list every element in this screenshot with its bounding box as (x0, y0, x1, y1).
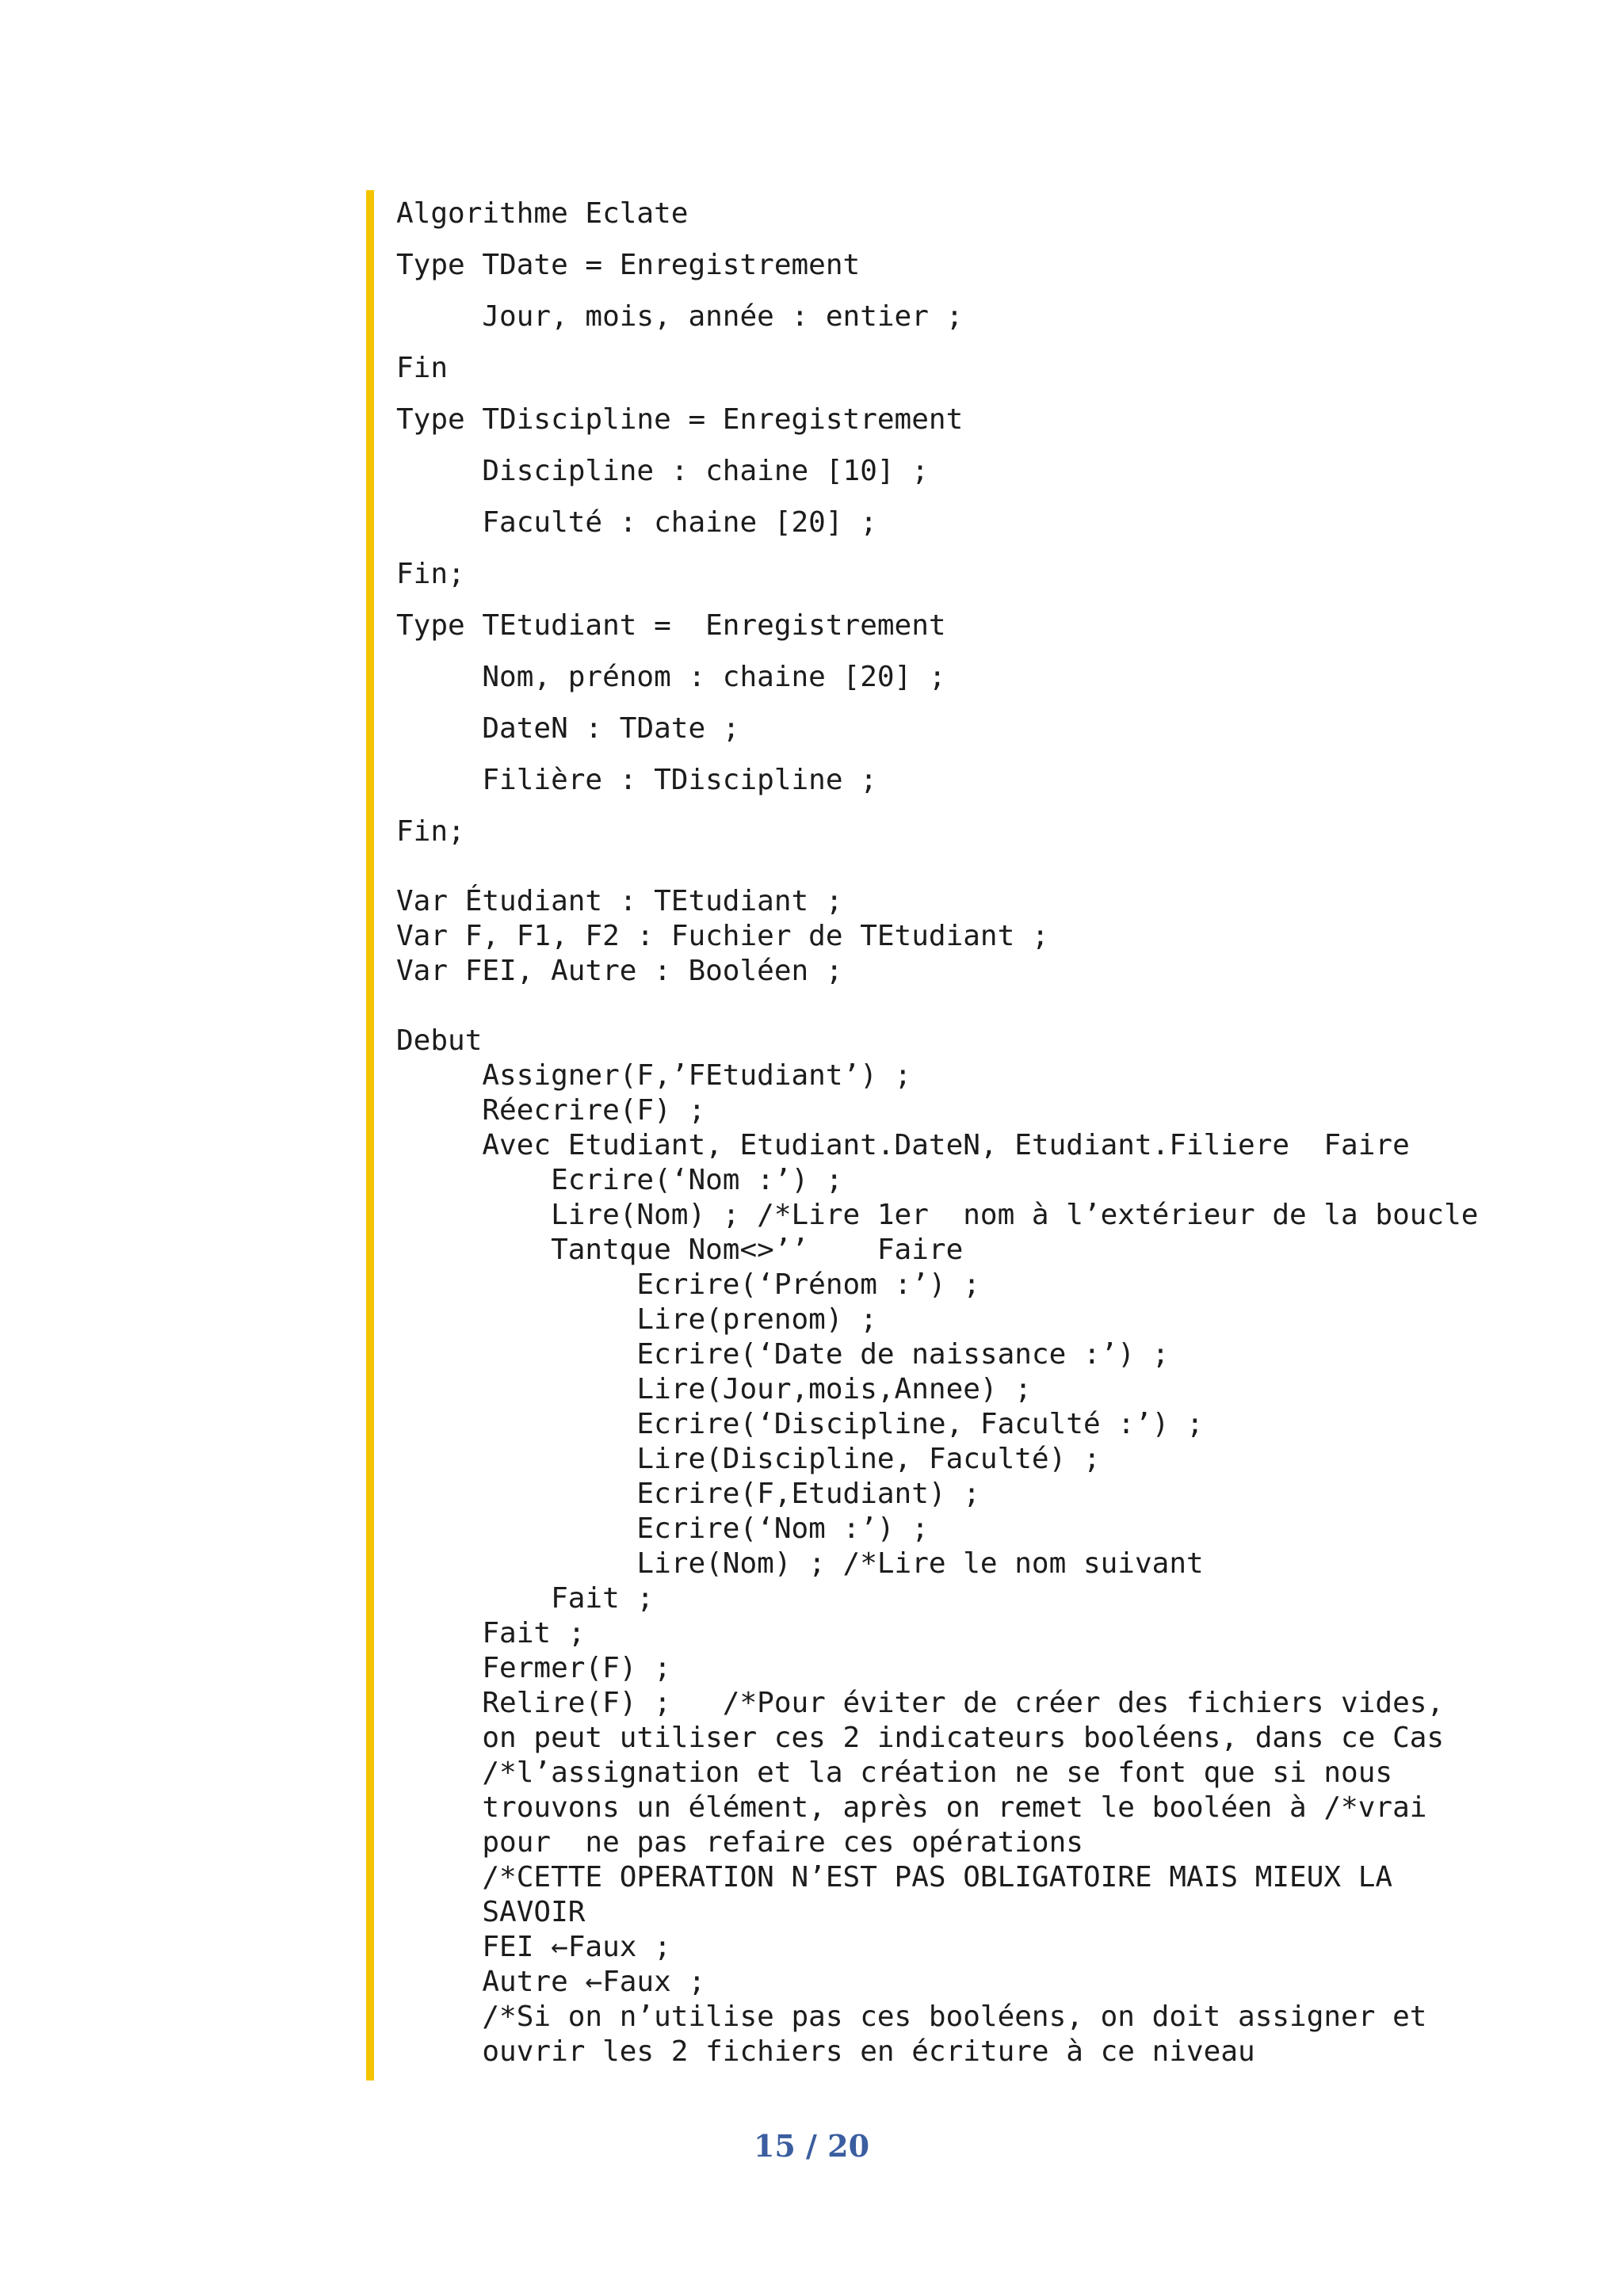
code-line: /*l’assignation et la création ne se font que si nous (396, 1756, 1393, 1789)
code-line: Fin; (396, 815, 465, 848)
code-line: Lire(Nom) ; /*Lire 1er nom à l’extérieur de la boucle (396, 1199, 1479, 1231)
code-line: Ecrire(‘Nom :’) ; (396, 1164, 843, 1196)
code-line: /*CETTE OPERATION N’EST PAS OBLIGATOIRE MAIS MIEUX LA (396, 1861, 1393, 1894)
code-line: Fermer(F) ; (396, 1652, 671, 1684)
code-line: Discipline : chaine [10] ; (396, 455, 929, 487)
code-line: SAVOIR (396, 1896, 586, 1928)
code-line: Ecrire(‘Date de naissance :’) ; (396, 1338, 1170, 1371)
code-line: Jour, mois, année : entier ; (396, 300, 964, 333)
code-line: on peut utiliser ces 2 indicateurs booléens, dans ce Cas (396, 1722, 1445, 1754)
code-line: /*Si on n’utilise pas ces booléens, on doit assigner et (396, 2000, 1427, 2033)
code-line: Lire(Nom) ; /*Lire le nom suivant (396, 1547, 1204, 1580)
code-line: Filière : TDiscipline ; (396, 764, 877, 796)
code-line: Assigner(F,’FEtudiant’) ; (396, 1059, 912, 1092)
code-line: Ecrire(‘Nom :’) ; (396, 1512, 929, 1545)
code-line: Ecrire(F,Etudiant) ; (396, 1478, 980, 1510)
code-line: Ecrire(‘Discipline, Faculté :’) ; (396, 1408, 1204, 1440)
code-block (366, 190, 1479, 2081)
code-line: Lire(Discipline, Faculté) ; (396, 1443, 1101, 1475)
code-line: Nom, prénom : chaine [20] ; (396, 661, 946, 693)
code-line: Fait ; (396, 1617, 586, 1650)
page-number: 15 / 20 (753, 2128, 870, 2164)
code-line: Fait ; (396, 1582, 655, 1615)
code-line: Algorithme Eclate (396, 197, 689, 230)
code-line: Var F, F1, F2 : Fuchier de TEtudiant ; (396, 920, 1049, 952)
code-line: DateN : TDate ; (396, 712, 740, 745)
code-line: Var FEI, Autre : Booléen ; (396, 955, 843, 987)
code-line: Faculté : chaine [20] ; (396, 506, 877, 539)
code-line: Type TDate = Enregistrement (396, 249, 861, 281)
code-line: Lire(prenom) ; (396, 1303, 877, 1336)
code-line: Var Étudiant : TEtudiant ; (396, 885, 843, 917)
code-line: Tantque Nom<>’’ Faire (396, 1234, 964, 1266)
code-line: trouvons un élément, après on remet le booléen à /*vrai (396, 1791, 1427, 1824)
code-line: Fin (396, 352, 449, 384)
code-line: Autre ←Faux ; (396, 1966, 706, 1998)
code-line: Lire(Jour,mois,Annee) ; (396, 1373, 1032, 1405)
code-line: FEI ←Faux ; (396, 1931, 671, 1963)
code-line: Debut (396, 1024, 483, 1057)
code-line: Type TEtudiant = Enregistrement (396, 609, 946, 642)
code-line: Réecrire(F) ; (396, 1094, 706, 1127)
code-line: Relire(F) ; /*Pour éviter de créer des fichiers vides, (396, 1687, 1445, 1719)
code-listing (396, 190, 1482, 2081)
code-line: pour ne pas refaire ces opérations (396, 1826, 1083, 1859)
code-line: Type TDiscipline = Enregistrement (396, 403, 964, 436)
code-line: Fin; (396, 558, 465, 590)
code-line: Ecrire(‘Prénom :’) ; (396, 1268, 980, 1301)
code-line: Avec Etudiant, Etudiant.DateN, Etudiant.Filiere Faire (396, 1129, 1410, 1161)
code-line: ouvrir les 2 fichiers en écriture à ce niveau (396, 2035, 1255, 2068)
